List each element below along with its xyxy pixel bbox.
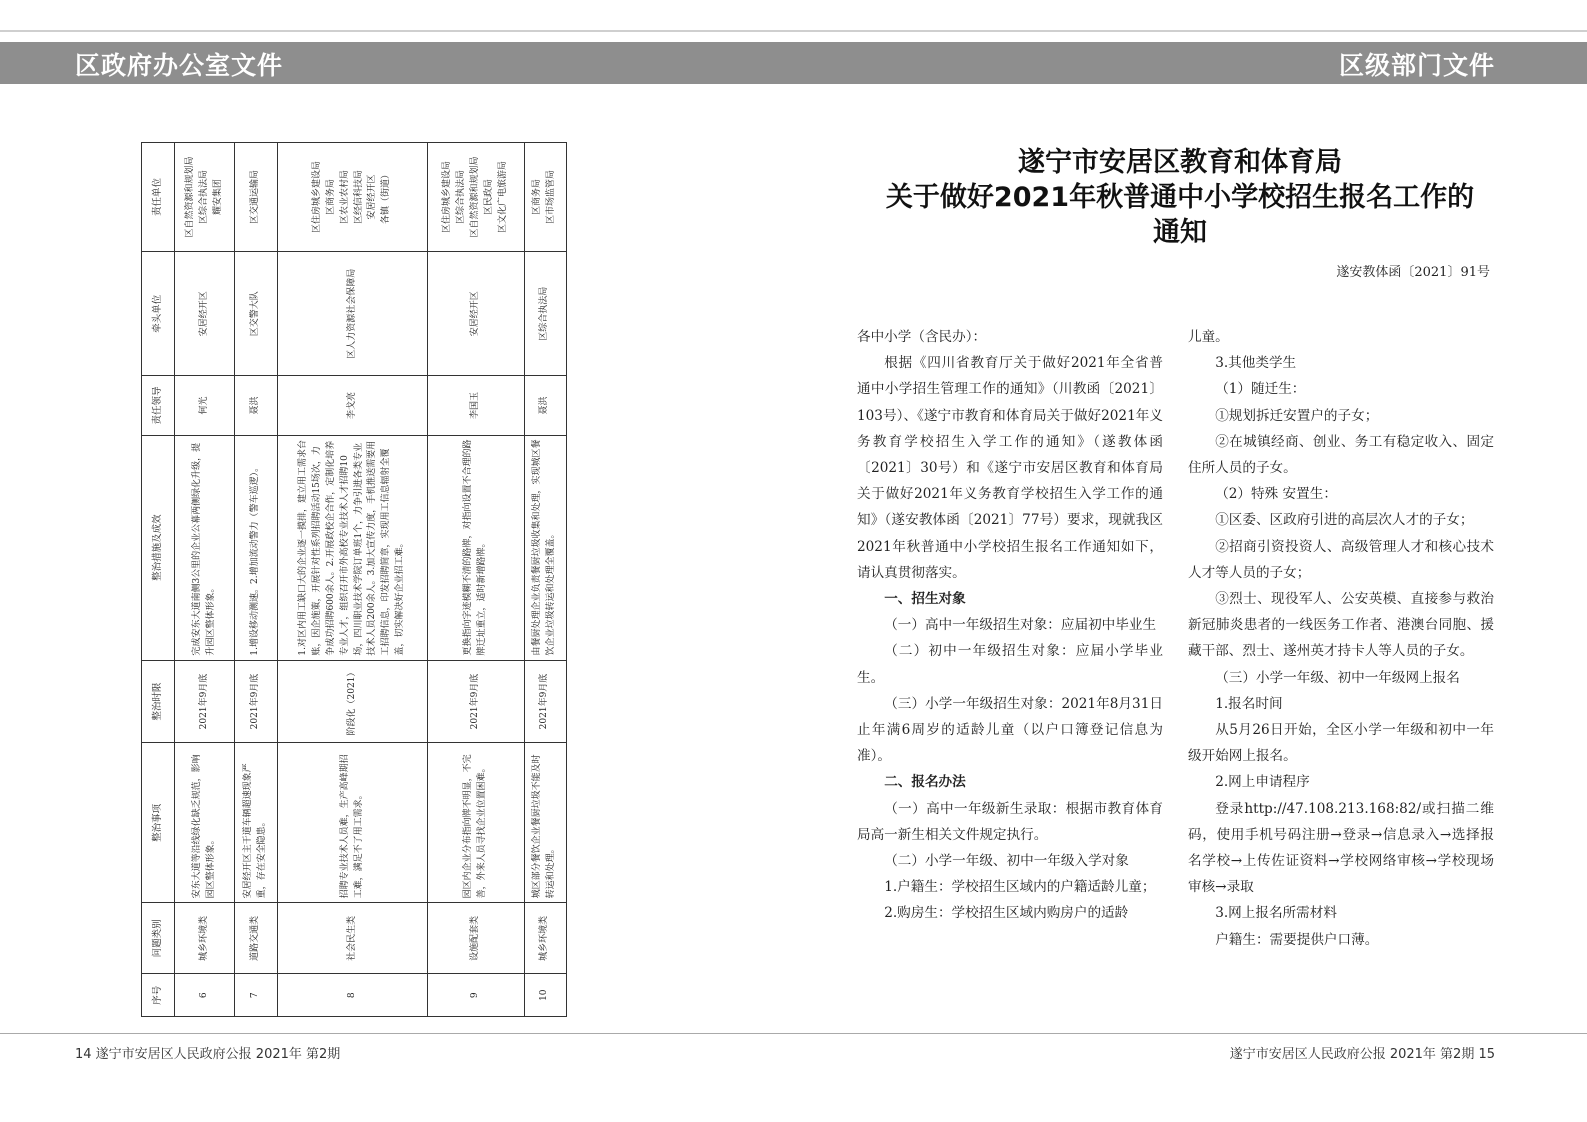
table-row	[175, 143, 235, 1017]
rectification-table-wrapper	[141, 142, 567, 1017]
issue-cell: 园区内企业分布指向牌不明显，不完善，外来人员寻找企业位置困难。	[428, 743, 524, 903]
leader-cell: 李国玉	[428, 376, 524, 435]
notice-paragraph: （二）小学一年级、初中一年级入学对象	[884, 853, 1129, 870]
lead-unit-cell: 安居经开区	[175, 252, 235, 376]
measures-cell: 1.对区内用工缺口大的企业逐一摸排，建立用工需求台账，因企施策，开展针对性系列招聘活动15场次，力争成功招聘600余人。2.开展政校企合作，定制化培养专业人才，组织召开市外高校专业技术人才招聘10场，四川职业技术学院订单班1个，力争引进各类专业技术人员200余人。3.加大宣传力度，手机推送需要用工招聘信息，印发招聘简章，实现用工信息辐射全覆盖，切实解决好企业招工难。	[277, 435, 427, 660]
notice-paragraph: ②招商引资投资人、高级管理人才和核心技术人才等人员的子女；	[1188, 538, 1494, 581]
table-header-cell: 整治措施及成效	[142, 435, 175, 660]
table-header-cell: 整治时限	[142, 660, 175, 743]
category-cell: 社会民生类	[277, 903, 427, 974]
notice-paragraph: （一）高中一年级招生对象：应届初中毕业生	[884, 617, 1157, 634]
footer-left: 14 遂宁市安居区人民政府公报 2021年 第2期	[75, 1047, 341, 1062]
table-row	[524, 143, 566, 1017]
notice-paragraph: 3.其他类学生	[1215, 355, 1297, 372]
issue-cell: 招聘专业技术人员难，生产高峰期招工难，满足不了用工需求。	[277, 743, 427, 903]
footer-right: 遂宁市安居区人民政府公报 2021年 第2期 15	[1229, 1047, 1495, 1062]
header-banner	[0, 42, 1587, 84]
issue-cell: 安居经开区主干道车辆超速现象严重，存在安全隐患。	[235, 743, 277, 903]
lead-unit-cell: 安居经开区	[428, 252, 524, 376]
measures-cell: 完成安东大道南侧3公里的企业公幕两侧绿化升级，提升园区整体形象。	[175, 435, 235, 660]
leader-cell: 聂洪	[235, 376, 277, 435]
notice-paragraph: 2.网上申请程序	[1215, 774, 1310, 791]
table-header-row	[142, 143, 175, 1017]
notice-paragraph: 登录http://47.108.213.168:82/或扫描二维码，使用手机号码注册→登录→信息录入→选择报名学校→上传佐证资料→学校网络审核→学校现场审核→录取	[1188, 800, 1494, 896]
notice-paragraph: 1.户籍生：学校招生区域内的户籍适龄儿童；	[884, 879, 1156, 896]
table-row	[235, 143, 277, 1017]
table-header-cell: 责任领导	[142, 376, 175, 435]
table-body	[175, 143, 567, 1017]
leader-cell: 李戈亮	[277, 376, 427, 435]
issue-cell: 城区部分餐饮企业餐厨垃圾不能及时转运和处理。	[524, 743, 566, 903]
table-row	[277, 143, 427, 1017]
notice-paragraph: 2.购房生：学校招生区域内购房户的适龄	[884, 905, 1129, 922]
issue-cell: 安东大道等沿线绿化缺乏规范，影响园区整体形象。	[175, 743, 235, 903]
notice-paragraph: ①区委、区政府引进的高层次人才的子女；	[1215, 512, 1474, 529]
notice-paragraph: 户籍生：需要提供户口薄。	[1215, 931, 1379, 948]
table-header-cell: 责任单位	[142, 143, 175, 252]
measures-cell: 1.增设移动测速。2.增加流动警力（警车巡逻）。	[235, 435, 277, 660]
table-header-cell: 牵头单位	[142, 252, 175, 376]
notice-title-line: 通知	[1153, 217, 1207, 248]
document-number: 遂安教体函〔2021〕91号	[1336, 265, 1490, 280]
row-number: 9	[428, 974, 524, 1017]
deadline-cell: 2021年9月底	[235, 660, 277, 743]
notice-paragraph: （一）高中一年级新生录取：根据市教育体育局高一新生相关文件规定执行。	[857, 800, 1163, 843]
table-row	[428, 143, 524, 1017]
notice-paragraph: ②在城镇经商、创业、务工有稳定收入、固定住所人员的子女。	[1188, 433, 1494, 477]
deadline-cell: 2021年9月底	[524, 660, 566, 743]
section-heading: 一、招生对象	[884, 591, 966, 608]
category-cell: 道路交通类	[235, 903, 277, 974]
notice-paragraph: （1）随迁生：	[1215, 381, 1306, 398]
lead-unit-cell: 区人力资源社会保障局	[277, 252, 427, 376]
notice-paragraph: （三）小学一年级、初中一年级网上报名	[1215, 669, 1460, 686]
notice-paragraph: 3.网上报名所需材料	[1215, 905, 1337, 922]
notice-paragraph: （二）初中一年级招生对象：应届小学毕业生。	[857, 643, 1163, 686]
category-cell: 设施配套类	[428, 903, 524, 974]
table-header-cell: 整治事项	[142, 743, 175, 903]
category-cell: 城乡环境类	[175, 903, 235, 974]
responsible-units-cell: 区自然资源和规划局 区综合执法局 耀安集团	[175, 143, 235, 252]
notice-paragraph: （三）小学一年级招生对象：2021年8月31日止年满6周岁的适龄儿童（以户口簿登记信息为准）。	[857, 695, 1163, 765]
row-number: 8	[277, 974, 427, 1017]
footer-rule	[0, 1033, 1587, 1034]
row-number: 6	[175, 974, 235, 1017]
notice-paragraph: （2）特殊 安置生：	[1215, 486, 1337, 503]
deadline-cell: 阶段化（2021）	[277, 660, 427, 743]
measures-cell: 由餐厨处理企业负责餐厨垃圾收集和处理，实现城区餐饮企业垃圾转运和处理全覆盖。	[524, 435, 566, 660]
header-left-title: 区政府办公室文件	[75, 51, 284, 80]
leader-cell: 聂洪	[524, 376, 566, 435]
table-header-cell: 序号	[142, 974, 175, 1017]
deadline-cell: 2021年9月底	[175, 660, 235, 743]
top-rule	[0, 30, 1587, 32]
responsible-units-cell: 区住房城乡建设局 区商务局 区农业农村局 区经信科技局 安居经开区 各镇（街道）	[277, 143, 427, 252]
lead-unit-cell: 区交警大队	[235, 252, 277, 376]
notice-title-line: 遂宁市安居区教育和体育局	[1018, 147, 1342, 178]
notice-title-line: 关于做好2021年秋普通中小学校招生报名工作的	[885, 182, 1475, 213]
rectification-table	[141, 142, 567, 1017]
notice-paragraph: 1.报名时间	[1215, 695, 1283, 712]
category-cell: 城乡环境类	[524, 903, 566, 974]
notice-paragraph: ③烈士、现役军人、公安英模、直接参与救治新冠肺炎患者的一线医务工作者、港澳台同胞、援藏干部、烈士、遂州英才持卡人等人员的子女。	[1188, 591, 1494, 660]
responsible-units-cell: 区交通运输局	[235, 143, 277, 252]
responsible-units-cell: 区住房城乡建设局 区综合执法局 区自然资源和规划局 区民政局 区文化广电旅游局	[428, 143, 524, 252]
deadline-cell: 2021年9月底	[428, 660, 524, 743]
notice-column-2	[1188, 324, 1494, 953]
measures-cell: 更换指向字迹模糊不清的路牌，对指向设置不合理的路牌迁址重立，适时新增路牌。	[428, 435, 524, 660]
header-right-title: 区级部门文件	[1338, 51, 1495, 80]
table-header-cell: 问题类别	[142, 903, 175, 974]
leader-cell: 何光	[175, 376, 235, 435]
lead-unit-cell: 区综合执法局	[524, 252, 566, 376]
row-number: 7	[235, 974, 277, 1017]
notice-paragraph: 各中小学（含民办）：	[857, 329, 987, 345]
row-number: 10	[524, 974, 566, 1017]
notice-column-1	[857, 324, 1163, 927]
notice-paragraph: ①规划拆迁安置户的子女；	[1215, 407, 1379, 424]
notice-paragraph: 从5月26日开始，全区小学一年级和初中一年级开始网上报名。	[1188, 722, 1494, 765]
notice-paragraph: 儿童。	[1188, 329, 1229, 345]
section-heading: 二、报名办法	[884, 774, 966, 791]
responsible-units-cell: 区商务局 区市场监管局	[524, 143, 566, 252]
notice-paragraph: 根据《四川省教育厅关于做好2021年全省普通中小学招生管理工作的通知》（川教函〔2021〕103号）、《遂宁市教育和体育局关于做好2021年义务教育学校招生入学工作的通知》（遂教体函〔2021〕30号）和《遂宁市安居区教育和体育局关于做好2021年义务教育学校招生入学工作的通知》（遂安教体函〔2021〕77号）要求，现就我区2021年秋普通中小学校招生报名工作通知如下，请认真贯彻落实。	[857, 355, 1163, 581]
